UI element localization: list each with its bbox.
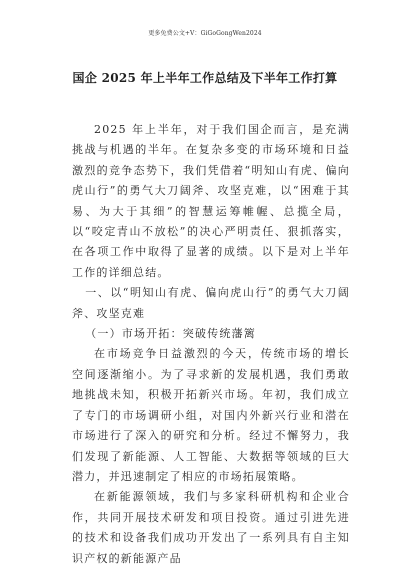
intro-paragraph: 2025 年上半年，对于我们国企而言，是充满挑战与机遇的半年。在复杂多变的市场环境和日益激烈的竞争态势下，我们凭借着“明知山有虎、偏向虎山行”的勇气大刀阔斧、攻坚克难，以“困难于其易、为大于其细”的智慧运筹帷幄、总揽全局，以“咬定青山不放松”的决心严明责任、狠抓落实，在各项工作中取得了显著的成绩。以下是对上半年工作的详细总结。 [72, 123, 350, 279]
document-title: 国企 2025 年上半年工作总结及下半年工作打算 [72, 71, 338, 85]
subsection-heading: （一）市场开拓：突破传统藩篱 [85, 327, 256, 341]
body-paragraph: 在市场竞争日益激烈的今天，传统市场的增长空间逐渐缩小。为了寻求新的发展机遇，我们勇敢地挑战未知，积极开拓新兴市场。年初，我们成立了专门的市场调研小组，对国内外新兴行业和潜在市场进行了深入的研究和分析。经过不懈努力，我们发现了新能源、人工智能、大数据等领域的巨大潜力，并迅速制定了相应的市场拓展策略。 [72, 347, 350, 483]
section-heading: 一、以“明知山有虎、偏向虎山行”的勇气大刀阔斧、攻坚克难 [72, 286, 350, 320]
document-body [72, 120, 350, 569]
body-paragraph: 在新能源领域，我们与多家科研机构和企业合作，共同开展技术研发和项目投资。通过引进先进的技术和设备我们成功开发出了一系列具有自主知识产权的新能源产品 [72, 490, 350, 565]
watermark-text: 更多免费公文+V：GiGoGongWen2024 [148, 30, 262, 37]
